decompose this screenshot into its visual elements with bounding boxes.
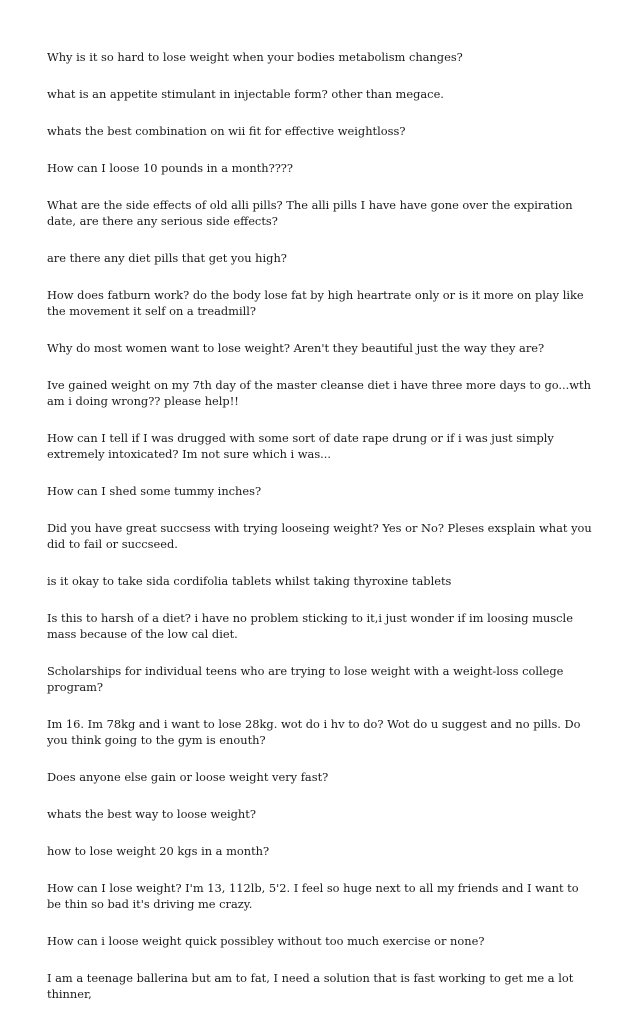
paragraph-1: Why is it so hard to lose weight when your bodies metabolism changes? [47, 50, 463, 64]
paragraph-8: Why do most women want to lose weight? Aren't they beautiful just the way they are? [47, 341, 545, 355]
paragraph-20: How can I lose weight? I'm 13, 112lb, 5'2. I feel so huge next to all my friends and I want to be thin so bad it's driving me crazy. [47, 881, 579, 911]
paragraph-12: Did you have great succsess with trying looseing weight? Yes or No? Pleses exsplain what you did to fail or succseed. [47, 521, 592, 551]
paragraph-19: how to lose weight 20 kgs in a month? [47, 844, 270, 858]
paragraph-14: Is this to harsh of a diet? i have no problem sticking to it,i just wonder if im loosing muscle mass because of the low cal diet. [47, 611, 573, 641]
paragraph-7: How does fatburn work? do the body lose fat by high heartrate only or is it more on play like the movement it self on a treadmill? [47, 288, 584, 318]
paragraph-15: Scholarships for individual teens who are trying to lose weight with a weight-loss college program? [47, 664, 564, 694]
paragraph-5: What are the side effects of old alli pills? The alli pills I have have gone over the expiration date, are there any serious side effects? [47, 198, 573, 228]
paragraph-17: Does anyone else gain or loose weight very fast? [47, 770, 329, 784]
paragraph-13: is it okay to take sida cordifolia tablets whilst taking thyroxine tablets [47, 574, 452, 588]
paragraph-10: How can I tell if I was drugged with some sort of date rape drung or if i was just simply extremely intoxicated? Im not sure which i was... [47, 431, 554, 461]
paragraph-21: How can i loose weight quick possibley without too much exercise or none? [47, 934, 485, 948]
paragraph-11: How can I shed some tummy inches? [47, 484, 262, 498]
document-body [47, 49, 595, 1023]
paragraph-6: are there any diet pills that get you high? [47, 251, 287, 265]
paragraph-4: How can I loose 10 pounds in a month???? [47, 161, 294, 175]
paragraph-3: whats the best combination on wii fit for effective weightloss? [47, 124, 406, 138]
paragraph-16: Im 16. Im 78kg and i want to lose 28kg. wot do i hv to do? Wot do u suggest and no pills. Do you think going to the gym is enouth? [47, 717, 581, 747]
paragraph-18: whats the best way to loose weight? [47, 807, 256, 821]
paragraph-9: Ive gained weight on my 7th day of the master cleanse diet i have three more days to go...wth am i doing wrong?? please help!! [47, 378, 591, 408]
paragraph-2: what is an appetite stimulant in injectable form? other than megace. [47, 87, 444, 101]
paragraph-22: I am a teenage ballerina but am to fat, I need a solution that is fast working to get me a lot thinner, [47, 971, 574, 1001]
